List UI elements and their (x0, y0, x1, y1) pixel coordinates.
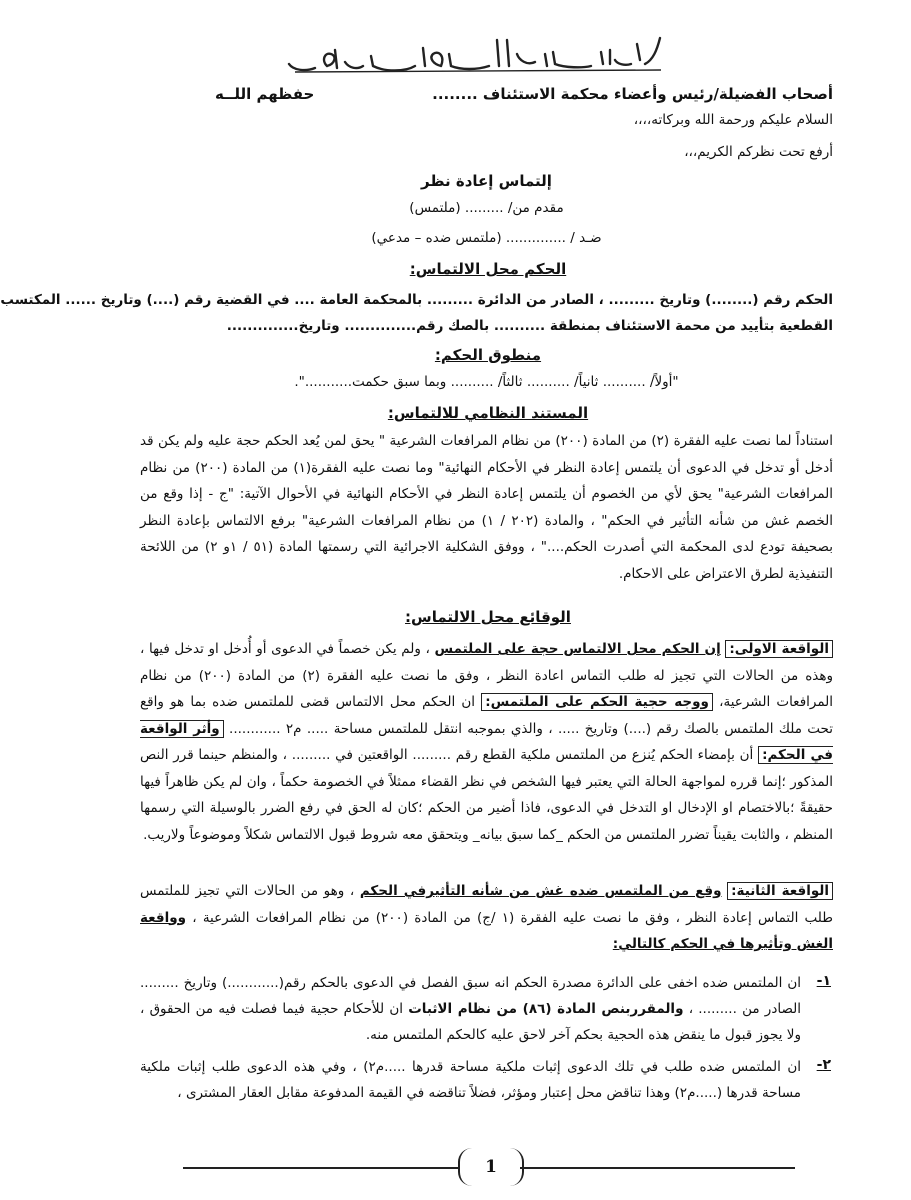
fact-2-text: ، وهو من الحالات التي تجيز للملتمس طلب التماس إعادة النظر ، وفق ما نصت عليه الفقرة (١ /ج) من المادة (٢٠٠) من نظام المرافعات الشرعية ، (140, 883, 833, 926)
greeting: السلام عليكم ورحمة الله وبركاته،،،، (633, 112, 833, 128)
fact-2-paragraph (140, 878, 833, 958)
item-2-text-a: ان الملتمس ضده طلب في تلك الدعوى إثبات ملكية مساحة قدرها .....م٢) ، وفي هذه الدعوى طلب إثبات ملكية مساحة قدرها (.....م٢) وهذا تناقض محل إعتبار ومؤثر، فضلاً تناقضه في القيمة المدفوعة مقابل العقار المشترى ، (140, 1059, 801, 1101)
fact-1-paragraph (140, 636, 833, 848)
honorific: حفظهم اللــه (215, 85, 315, 103)
judgment-line-1: الحكم رقم (........) وتاريخ ......... ، الصادر من الدائرة ......... بالمحكمة العامة .... في القضية رقم (....) وتاريخ ...... المكتسب (0, 292, 833, 308)
operative-text: "أولاً/ .......... ثانياً/ .......... ثالثاً/ .......... وبما سبق حكمت...........". (294, 374, 679, 390)
judgment-heading: الحكم محل الالتماس: (409, 260, 567, 278)
footer-rule-left (183, 1167, 458, 1169)
item-1-text-bold: والمقرربنص المادة (٨٦) من نظام الاثبات (408, 1001, 684, 1017)
against-party: ضـد / .............. (ملتمس ضده – مدعي) (371, 230, 602, 246)
submitted-by: مقدم من/ ......... (ملتمس) (409, 200, 564, 216)
argument-label: ووجه حجية الحكم على الملتمس: (481, 693, 713, 711)
item-1-text-a: ان الملتمس ضده اخفى على الدائرة مصدرة الحكم انه سبق الفصل في الدعوى بالحكم رقم(............) وتاريخ ......... الصادر من ......... ، (140, 975, 802, 1017)
facts-heading: الوقائع محل الالتماس: (405, 608, 571, 626)
addressee-line: أصحاب الفضيلة/رئيس وأعضاء محكمة الاستئناف ........ (432, 85, 833, 103)
item-1-number: ١- (816, 973, 831, 989)
fact-1-text: ، ولم يكن خصماً في الدعوى أو أُدخل او تدخل فيها ، وهذه من الحالات التي تجيز له طلب التماس اعادة النظر ، وفق ما نصت عليه الفقرة (٢) من المادة (٢٠٠) من نظام المرافعات الشرعية، (140, 641, 834, 710)
item-2-number: ٢- (816, 1057, 831, 1073)
item-2-text (140, 1054, 801, 1106)
fact-1-label: الواقعة الاولى: (725, 640, 833, 658)
operative-heading: منطوق الحكم: (434, 346, 542, 364)
fact-2-title: وقع من الملتمس ضده غش من شأنه التأثيرفي الحكم (359, 883, 722, 899)
footer-rule-right (520, 1167, 795, 1169)
basis-heading: المستند النظامي للالتماس: (387, 404, 589, 422)
fact-2-tail: وواقعة الغش وتأثيرها في الحكم كالتالي: (140, 909, 833, 952)
fact-2-label: الواقعة الثانية: (727, 882, 833, 900)
basmala-calligraphy (265, 30, 685, 80)
impact-label: وأثر الواقعة في الحكم: (140, 720, 833, 763)
page-number: 1 (458, 1148, 524, 1186)
submission-line: أرفع تحت نظركم الكريم،،، (684, 144, 833, 160)
argument-text: ان الحكم محل الالتماس قضى للملتمس ضده بما هو واقع تحت ملك الملتمس بالصك رقم (....) وتاريخ ..... ، والذي بموجبه انتقل للملتمس مساحة ..... م٢ ............ (140, 694, 833, 737)
item-1-text (140, 970, 801, 1048)
item-1-text-b: ان للأحكام حجية فيما فصلت فيه من الحقوق ، ولا يجوز قبول ما ينقض هذه الحجية بحكم آخر لاحق عليه كالحكم الملتمس منه. (140, 1001, 801, 1043)
impact-text: أن بإمضاء الحكم يُنزع من الملتمس ملكية القطع رقم ......... الواقعتين في ......... ، والمنظم حينما قرر النص المذكور ؛إنما قرره لمواجهة الحالة التي يعتبر فيها الشخص في نظر القضاء ممثلاً في الخصومة حكماً ، وان لم يكن ظاهراً فيها حقيقةً ؛بالاختصام او الإدخال او التدخل في الدعوى، فاذا أضير من الحكم ؛كان له الحق في رفع الضرر بالوسيلة التي رسمها المنظم ، والثابت يقيناً تضرر الملتمس من الحكم _كما سبق بيانه_ ويتحقق معه شروط قبول الالتماس شكلاً وموضوعاً ولاريب. (140, 747, 833, 843)
fact-1-title: إن الحكم محل الالتماس حجة على الملتمس (434, 641, 721, 657)
document-title: إلتماس إعادة نظر (421, 172, 552, 190)
basis-paragraph: استناداً لما نصت عليه الفقرة (٢) من المادة (٢٠٠) من نظام المرافعات الشرعية " يحق لمن يُعد الحكم حجة عليه ولم يكن قد أدخل أو تدخل في الدعوى أن يلتمس إعادة النظر في الأحكام النهائية" وما نصت عليه الفقرة(١) من المادة (٢٠٠) من نظام المرافعات الشرعية" يحق لأي من الخصوم أن يلتمس إعادة النظر في الأحكام النهائية في الأحوال الآتية: "ج - إذا وقع من الخصم غش من شأنه التأثير في الحكم" ، والمادة (٢٠٢ / ١) من نظام المرافعات الشرعية" برفع الالتماس بإعادة النظر بصحيفة تودع لدى المحكمة التي أصدرت الحكم...." ، ووفق الشكلية الاجرائية التي رسمتها المادة (٥١ / ١و ٢) من اللائحة التنفيذية لطرق الاعتراض على الاحكام. (140, 433, 833, 582)
judgment-line-2: القطعية بتأييد من محمة الاستئناف بمنطقة .......... بالصك رقم.............. وتاريخ.............. (226, 318, 833, 334)
